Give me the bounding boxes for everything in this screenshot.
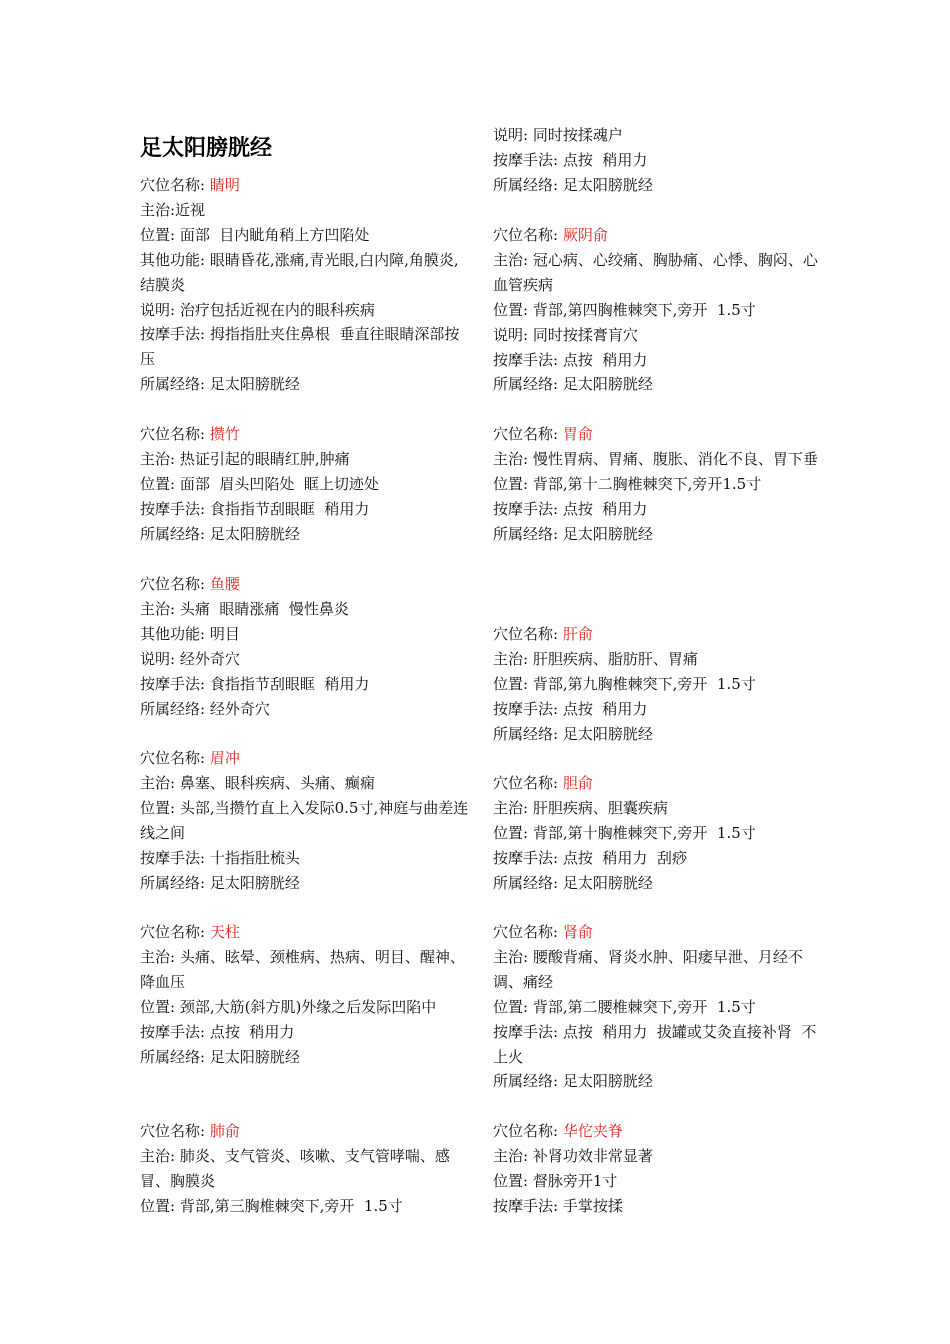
acupoint-name: 天柱 (209, 923, 240, 941)
entry-line: 按摩手法: 食指指节刮眼眶 稍用力 (140, 499, 370, 518)
acupoint-entry (140, 1119, 470, 1219)
acupoint-name-label: 穴位名称: (493, 923, 559, 941)
entry-line: 主治: 慢性胃病、胃痛、腹胀、消化不良、胃下垂 (493, 449, 818, 468)
entry-line: 所属经络: 足太阳膀胱经 (140, 873, 300, 892)
entry-line: 主治: 冠心病、心绞痛、胸胁痛、心悸、胸闷、心血管疾病 (493, 250, 818, 294)
acupoint-name: 肾俞 (562, 923, 593, 941)
entry-line: 按摩手法: 手掌按揉 (493, 1196, 623, 1215)
acupoint-name: 胆俞 (562, 774, 593, 792)
acupoint-name-label: 穴位名称: (493, 1122, 559, 1140)
acupoint-entry (140, 746, 470, 895)
acupoint-entry (140, 920, 470, 1069)
entry-line: 位置: 头部,当攒竹直上入发际0.5寸,神庭与曲差连线之间 (140, 798, 469, 842)
entry-line: 位置: 背部,第十胸椎棘突下,旁开 1.5寸 (493, 823, 756, 842)
acupoint-name-label: 穴位名称: (140, 575, 206, 593)
acupoint-name-line (493, 771, 823, 796)
entry-line: 按摩手法: 点按 稍用力 (140, 1022, 295, 1041)
entry-line: 所属经络: 足太阳膀胱经 (493, 524, 653, 543)
entry-line: 按摩手法: 食指指节刮眼眶 稍用力 (140, 674, 370, 693)
entry-line: 主治:近视 (140, 200, 206, 219)
right-column (493, 0, 823, 1344)
entry-line: 所属经络: 足太阳膀胱经 (493, 724, 653, 743)
entry-line: 按摩手法: 点按 稍用力 (493, 699, 648, 718)
entry-line: 主治: 头痛、眩晕、颈椎病、热病、明目、醒神、降血压 (140, 947, 465, 991)
acupoint-name-line (140, 572, 470, 597)
acupoint-entry (493, 920, 823, 1094)
entry-line: 所属经络: 足太阳膀胱经 (140, 524, 300, 543)
entry-line: 主治: 头痛 眼睛涨痛 慢性鼻炎 (140, 599, 349, 618)
acupoint-name: 睛明 (209, 176, 240, 194)
acupoint-entry (140, 422, 470, 547)
acupoint-name-label: 穴位名称: (493, 625, 559, 643)
acupoint-entry (493, 223, 823, 397)
left-column (140, 0, 470, 1344)
acupoint-entry (493, 771, 823, 896)
entry-line: 位置: 颈部,大筋(斜方肌)外缘之后发际凹陷中 (140, 997, 437, 1016)
entry-line: 说明: 经外奇穴 (140, 649, 240, 668)
acupoint-name-line (493, 422, 823, 447)
entry-line: 位置: 背部,第三胸椎棘突下,旁开 1.5寸 (140, 1196, 403, 1215)
entry-line: 主治: 腰酸背痛、肾炎水肿、阳痿早泄、月经不调、痛经 (493, 947, 803, 991)
entry-line: 按摩手法: 点按 稍用力 (493, 350, 648, 369)
entry-line: 所属经络: 足太阳膀胱经 (493, 375, 653, 394)
entry-line: 主治: 肝胆疾病、脂肪肝、胃痛 (493, 649, 698, 668)
entry-line: 所属经络: 足太阳膀胱经 (140, 375, 300, 394)
page-title: 足太阳膀胱经 (140, 136, 273, 161)
entry-line: 位置: 督脉旁开1寸 (493, 1171, 618, 1190)
entry-line: 按摩手法: 点按 稍用力 刮痧 (493, 848, 687, 867)
acupoint-entry (493, 422, 823, 547)
acupoint-name-label: 穴位名称: (140, 923, 206, 941)
acupoint-name-label: 穴位名称: (140, 425, 206, 443)
acupoint-name-line (493, 622, 823, 647)
entry-line: 所属经络: 足太阳膀胱经 (140, 1047, 300, 1066)
entry-line: 其他功能: 明目 (140, 624, 240, 643)
acupoint-name-line (140, 1119, 470, 1144)
entry-line: 按摩手法: 十指指肚梳头 (140, 848, 300, 867)
entry-line: 所属经络: 经外奇穴 (140, 699, 270, 718)
entry-line: 所属经络: 足太阳膀胱经 (493, 1072, 653, 1091)
entry-line: 位置: 背部,第十二胸椎棘突下,旁开1.5寸 (493, 474, 762, 493)
entry-line: 按摩手法: 拇指指肚夹住鼻根 垂直往眼睛深部按压 (140, 325, 460, 369)
acupoint-name-label: 穴位名称: (493, 774, 559, 792)
entry-line: 主治: 鼻塞、眼科疾病、头痛、癫痫 (140, 773, 375, 792)
acupoint-name: 华佗夹脊 (562, 1122, 623, 1140)
acupoint-name-line (493, 1119, 823, 1144)
entry-line: 所属经络: 足太阳膀胱经 (493, 873, 653, 892)
acupoint-name-label: 穴位名称: (140, 749, 206, 767)
entry-line: 位置: 面部 目内眦角稍上方凹陷处 (140, 225, 370, 244)
acupoint-name-label: 穴位名称: (493, 226, 559, 244)
entry-line: 所属经络: 足太阳膀胱经 (493, 175, 653, 194)
entry-line: 位置: 背部,第二腰椎棘突下,旁开 1.5寸 (493, 997, 756, 1016)
entry-line: 位置: 面部 眉头凹陷处 眶上切迹处 (140, 474, 379, 493)
acupoint-name-label: 穴位名称: (140, 176, 206, 194)
continued-entry (493, 123, 823, 198)
acupoint-name: 鱼腰 (209, 575, 240, 593)
acupoint-entry (493, 1119, 823, 1219)
acupoint-entry (140, 572, 470, 721)
acupoint-name-line (493, 223, 823, 248)
entry-line: 说明: 同时按揉膏肓穴 (493, 325, 638, 344)
acupoint-entry (493, 622, 823, 747)
acupoint-name-label: 穴位名称: (140, 1122, 206, 1140)
acupoint-name-line (140, 173, 470, 198)
acupoint-name-line (140, 920, 470, 945)
entry-line: 位置: 背部,第九胸椎棘突下,旁开 1.5寸 (493, 674, 756, 693)
acupoint-name: 攒竹 (209, 425, 240, 443)
acupoint-name: 厥阴俞 (562, 226, 608, 244)
entry-line: 按摩手法: 点按 稍用力 (493, 150, 648, 169)
acupoint-name-label: 穴位名称: (493, 425, 559, 443)
acupoint-name: 眉冲 (209, 749, 240, 767)
entry-line: 主治: 补肾功效非常显著 (493, 1146, 653, 1165)
acupoint-name: 肝俞 (562, 625, 593, 643)
entry-line: 按摩手法: 点按 稍用力 拔罐或艾灸直接补肾 不上火 (493, 1022, 817, 1066)
entry-line: 其他功能: 眼睛昏花,涨痛,青光眼,白内障,角膜炎,结膜炎 (140, 250, 459, 294)
acupoint-name: 胃俞 (562, 425, 593, 443)
acupoint-name-line (140, 422, 470, 447)
entry-line: 按摩手法: 点按 稍用力 (493, 499, 648, 518)
entry-line: 说明: 治疗包括近视在内的眼科疾病 (140, 300, 375, 319)
entry-line: 位置: 背部,第四胸椎棘突下,旁开 1.5寸 (493, 300, 756, 319)
acupoint-name-line (493, 920, 823, 945)
entry-line: 主治: 热证引起的眼睛红肿,肿痛 (140, 449, 350, 468)
acupoint-entry (140, 173, 470, 397)
acupoint-name: 肺俞 (209, 1122, 240, 1140)
entry-line: 主治: 肺炎、支气管炎、咳嗽、支气管哮喘、感冒、胸膜炎 (140, 1146, 450, 1190)
acupoint-name-line (140, 746, 470, 771)
entry-line: 主治: 肝胆疾病、胆囊疾病 (493, 798, 668, 817)
entry-line: 说明: 同时按揉魂户 (493, 126, 623, 144)
